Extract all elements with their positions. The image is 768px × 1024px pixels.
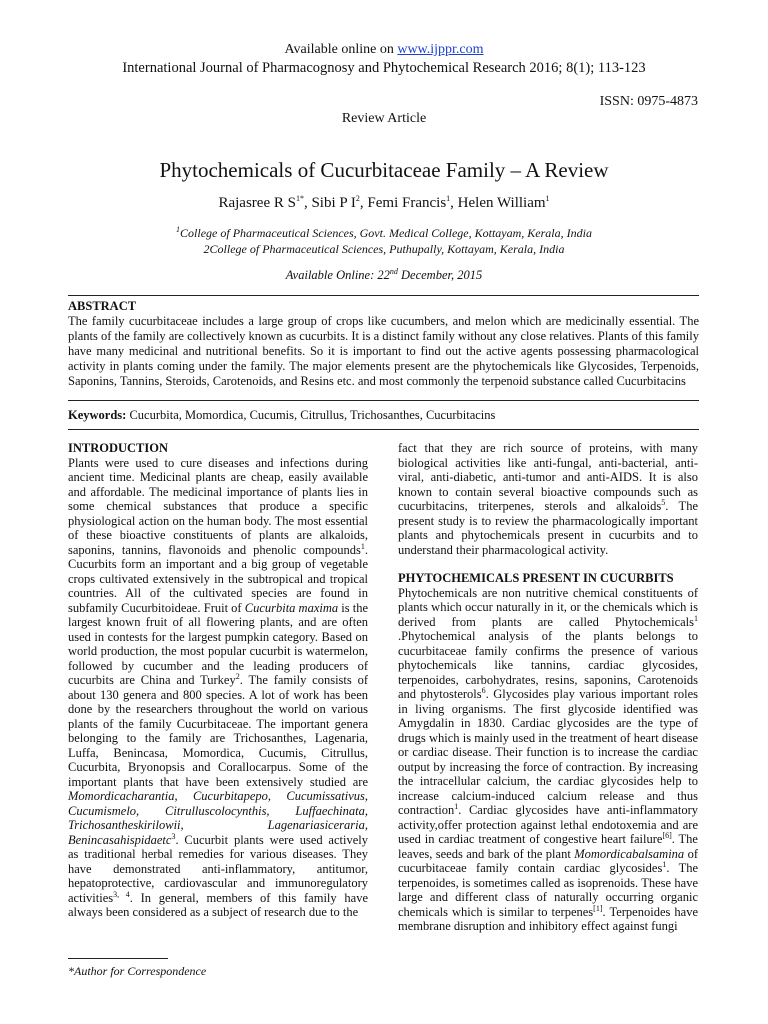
issn: ISSN: 0975-4873 <box>599 94 698 109</box>
intro-text-5: . Cucurbit plants were used actively as traditional herbal remedies for various diseases. They have demonstrated anti-inflammatory, antitumor, hepatoprotective, cardiovascular and immunoregulatory activities <box>68 832 368 905</box>
author-1: Rajasree R S <box>218 195 296 211</box>
author-3-sup: 1 <box>446 194 451 203</box>
intro-text-1: Plants were used to cure diseases and infections during ancient time. Medicinal plants are cheap, easily available and affordable. The medicinal importance of plants lies in some chemical substances that produce a specific physiological action on the human body. The most essential of these bioactive constituents of plants are alkaloids, saponins, tannins, flavonoids and phenolic compounds <box>68 455 368 557</box>
keywords <box>68 408 699 423</box>
intro-text-2: . Cucurbits form an important and a big group of vegetable crops cultivated extensively in the subtropical and tropical countries. All of the cultivated species are found in subfamily Cucurbitoideae. Fruit of <box>68 542 368 615</box>
date-prefix: Available Online: 22 <box>285 268 390 282</box>
affiliation-1-sup: 1 <box>176 225 181 234</box>
intro-text-6: . In general, members of this family have always been considered as a subject of research due to the <box>68 890 369 919</box>
author-3: , Femi Francis <box>359 195 447 211</box>
intro-text-3: is the largest known fruit of all flowering plants, and are often used in contests for the largest pumpkin category. Based on world production, the most popular cucurbit is watermelon, followed by cucumber and the leading producers of cucurbits are China and Turkey <box>68 600 369 687</box>
section-spacer <box>398 557 698 571</box>
date-sup: nd <box>389 266 398 276</box>
author-4-sup: 1 <box>545 194 550 203</box>
date-suffix: December, 2015 <box>397 268 483 282</box>
paper-title: Phytochemicals of Cucurbitaceae Family – A Review <box>159 158 609 182</box>
affiliations <box>0 225 768 257</box>
introduction-heading: INTRODUCTION <box>68 441 169 455</box>
col2-text-1: fact that they are rich source of proteins, with many biological activities like anti-fungal, anti-bacterial, anti-viral, anti-diabetic, anti-tumor and anti-AIDS. It is also known to contain several bioactive compounds such as cucurbitacins, triterpenes, sterols and alkaloids <box>398 441 698 513</box>
available-online-line <box>0 42 768 58</box>
intro-text-4: . The family consists of about 130 genera and 800 species. A lot of work has been done by the researchers throughout the world on various plants of the family Cucurbitaceae. The important genera belonging to the family are Trichosanthes, Lagenaria, Luffa, Benincasa, Momordica, Cucumis, Citrullus, Cucurbita, Bryonopsis and Corallocarpus. Some of the important plants that have been extensively studied are <box>68 673 369 789</box>
phyto-text-4: . Cardiac glycosides have anti-inflammatory activity,offer protection against lethal endotoxemia and are used in cardiac treatment of congestive heart failure <box>398 803 698 846</box>
intro-ref-3: 3 <box>171 831 176 841</box>
keywords-text: Cucurbita, Momordica, Cucumis, Citrullus, Trichosanthes, Cucurbitacins <box>126 408 496 422</box>
phyto-text-3: . Glycosides play various important roles in living organisms. The first glycoside identified was Amygdalin in 1830. Cardiac glycosides are the type of drugs which is mainly used in the treatment of heart disease or cardiac disease. Their function is to increase the cardiac output by increasing the force of contraction. By increasing the intracellular calcium, the cardiac glycosides help to increase calcium-induced calcium release and thus contraction <box>398 687 698 817</box>
affiliation-2: 2College of Pharmaceutical Sciences, Puthupally, Kottayam, Kerala, India <box>203 242 565 256</box>
available-prefix: Available online on <box>284 42 398 57</box>
article-type: Review Article <box>341 111 427 126</box>
affiliation-1 <box>0 225 768 241</box>
left-column <box>68 441 368 920</box>
journal-citation: International Journal of Pharmacognosy and Phytochemical Research 2016; 8(1); 113-123 <box>122 60 646 76</box>
phyto-ref-3: 1 <box>454 801 459 811</box>
intro-ref-1: 1 <box>360 541 365 551</box>
affiliation-1-text: College of Pharmaceutical Sciences, Govt. Medical College, Kottayam, Kerala, India <box>180 226 592 240</box>
author-4: , Helen William <box>450 195 546 211</box>
abstract <box>68 299 699 389</box>
intro-continued <box>398 441 698 557</box>
footnote: *Author for Correspondence <box>68 964 207 978</box>
footnote-rule <box>68 958 168 959</box>
keywords-rule <box>68 429 699 430</box>
abstract-heading: ABSTRACT <box>68 299 137 313</box>
phyto-ref-4: [6] <box>662 830 672 840</box>
intro-ref-2: 2 <box>235 671 240 681</box>
col2-text-2: . The present study is to review the pharmacologically important plants and phytochemicals present in cucurbits and to understand their pharmacological activity. <box>398 499 698 557</box>
intro-species-1: Cucurbita maxima <box>244 600 339 615</box>
phyto-ref-2: 6 <box>481 685 486 695</box>
phyto-ref-6: [1] <box>593 903 603 913</box>
phytochemicals-heading: PHYTOCHEMICALS PRESENT IN CUCURBITS <box>398 571 674 585</box>
phyto-ref-1: 1 <box>694 613 698 623</box>
phyto-species: Momordicabalsamina <box>574 846 685 861</box>
introduction-paragraph <box>68 456 368 920</box>
phyto-text-6: of cucurbitaceae family contain cardiac glycosides <box>398 846 698 875</box>
keywords-label: Keywords: <box>68 408 127 422</box>
author-1-sup: 1* <box>295 194 304 203</box>
intro-ref-4: 3, 4 <box>113 889 130 899</box>
phyto-text-2: .Phytochemical analysis of the plants belongs to cucurbitaceae family confirms the presence of various phytochemicals like tannins, cardiac glycosides, terpenoides, carbohydrates, resins, saponins, Carotenoids and phytosterols <box>398 629 698 701</box>
intro-species-2: Momordicacharantia, Cucurbitapepo, Cucumissativus, Cucumismelo, Citrulluscolocynthis, Luffaechinata, Trichosantheskirilowii, Lagenariasiceraria, Benincasahispidaetc <box>68 789 368 847</box>
phyto-text-8: . Terpenoides have membrane disruption and inhibitory effect against fungi <box>398 904 698 933</box>
abstract-text: The family cucurbitaceae includes a large group of crops like cucumbers, and melon which are medicinally essential. The plants of the family are collectively known as cucurbits. It is a distinct family without any close relatives. Plants of this family have many medicinal and nutritional benefits. So it is important to find out the active agents possessing pharmacological activity in plants coming under the family. The major elements present are the phytochemicals like Glycosides, Terpenoids, Saponins, Tannins, Steroids, Carotenoids, and Resins etc. and most commonly the terpenoid substance called Cucurbitacins <box>68 314 699 388</box>
right-column <box>398 441 698 934</box>
authors <box>0 195 768 212</box>
abstract-top-rule <box>68 295 699 296</box>
phyto-text-5: . The leaves, seeds and bark of the plant <box>398 832 698 861</box>
author-2-sup: 2 <box>355 194 360 203</box>
phytochemicals-paragraph <box>398 586 698 934</box>
phyto-text-7: . The terpenoides, is sometimes called as isoprenoids. These have large and different class of naturally occurring organic chemicals which is similar to terpenes <box>398 861 698 919</box>
phyto-text-1: Phytochemicals are non nutritive chemical constituents of plants which occur naturally in it, or the chemicals which is derived from plants are called Phytochemicals <box>398 585 698 629</box>
available-online-date <box>0 268 768 283</box>
abstract-bottom-rule <box>68 400 699 401</box>
journal-link[interactable]: www.ijppr.com <box>397 42 484 57</box>
phyto-ref-5: 1 <box>662 859 667 869</box>
col2-ref-1: 5 <box>661 497 666 507</box>
author-2: , Sibi P I <box>303 195 356 211</box>
